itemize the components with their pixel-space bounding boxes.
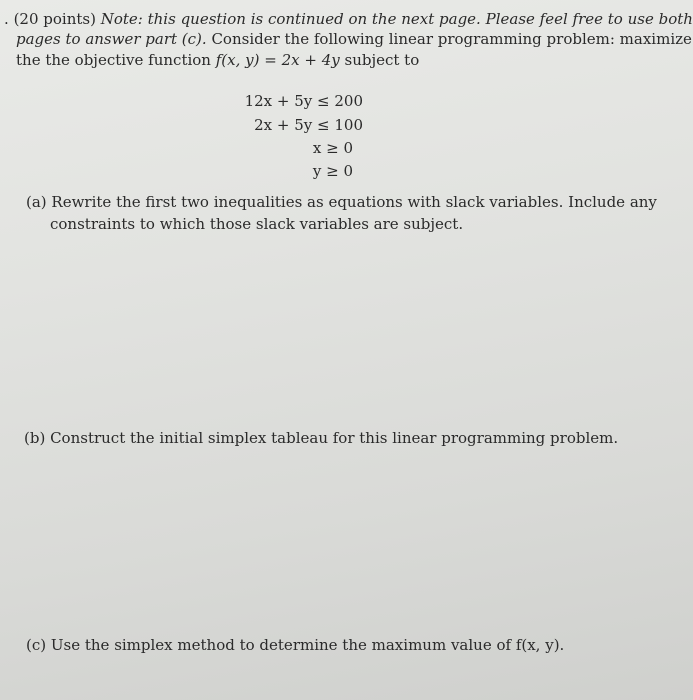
objective-suffix: subject to bbox=[344, 51, 420, 69]
continuation-note-tail: pages to answer part (c). bbox=[16, 30, 207, 48]
continuation-note-end: Please feel free to use both bbox=[485, 10, 693, 28]
objective-function: f(x, y) = 2x + 4y bbox=[215, 51, 340, 69]
leading-mark: . bbox=[4, 10, 9, 28]
question-intro-line-3 bbox=[16, 51, 419, 69]
part-c: (c) Use the simplex method to determine the maximum value of f(x, y). bbox=[26, 636, 565, 654]
part-a-line-2: constraints to which those slack variables are subject. bbox=[50, 215, 464, 233]
constraint-3: x ≥ 0 bbox=[312, 139, 353, 157]
constraint-4: y ≥ 0 bbox=[312, 162, 353, 180]
points-label: (20 points) bbox=[13, 10, 96, 28]
part-b: (b) Construct the initial simplex tableau for this linear programming problem. bbox=[24, 429, 619, 447]
problem-statement: Consider the following linear programming problem: maximize bbox=[211, 30, 692, 48]
continuation-note: Note: this question is continued on the next page. bbox=[100, 10, 481, 28]
constraint-1: 12x + 5y ≤ 200 bbox=[244, 92, 363, 110]
part-a-line-1: (a) Rewrite the first two inequalities as equations with slack variables. Include any bbox=[26, 193, 657, 211]
constraint-2: 2x + 5y ≤ 100 bbox=[254, 116, 363, 134]
question-intro-line-2 bbox=[16, 30, 692, 48]
question-intro-line-1 bbox=[4, 10, 693, 28]
objective-prefix: the the objective function bbox=[16, 51, 211, 69]
